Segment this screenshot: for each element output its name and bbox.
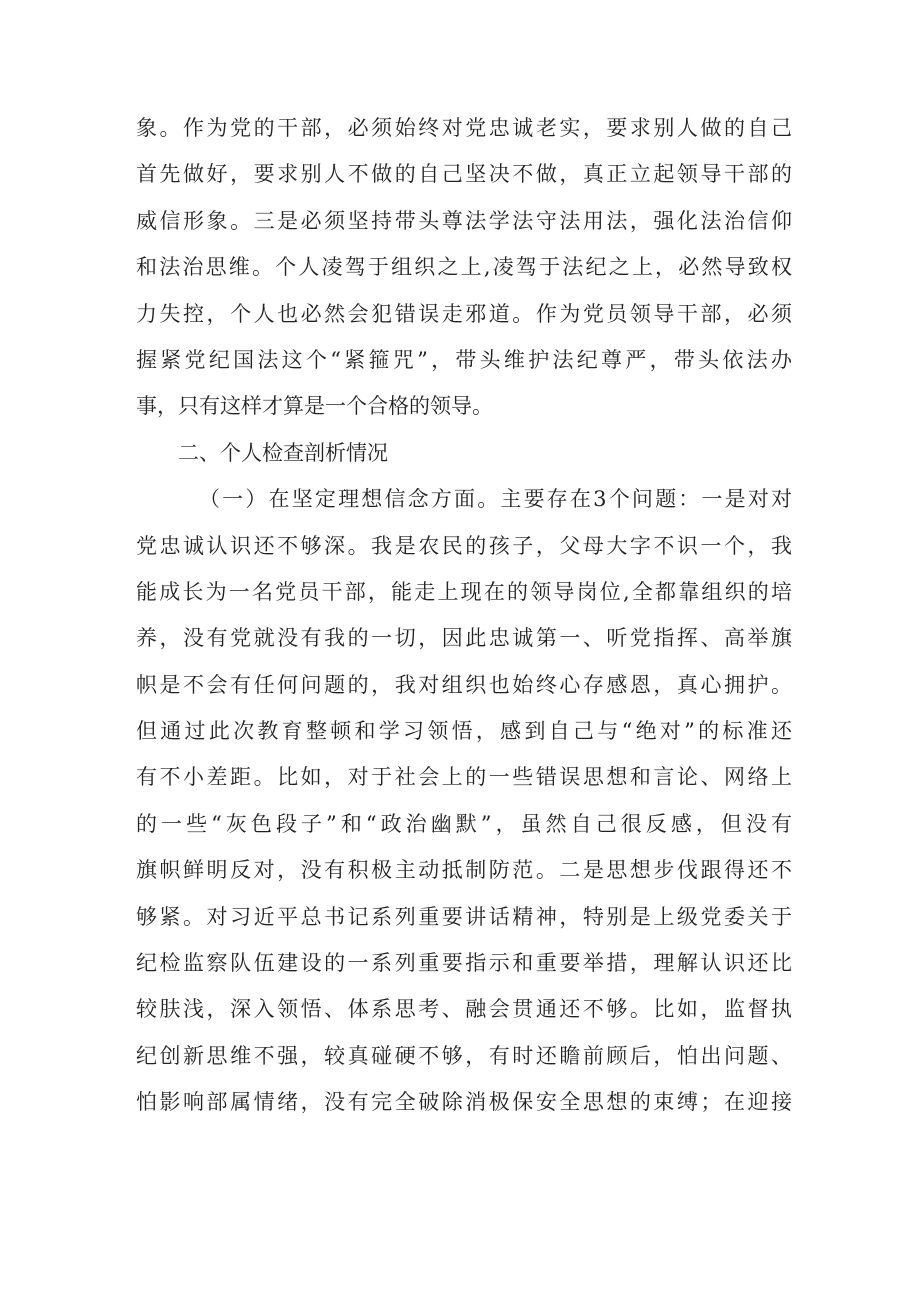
text-line: 但通过此次教育整顿和学习领悟，感到自己与“绝对”的标准还 <box>136 719 792 744</box>
text-line: 力失控，个人也必然会犯错误走邪道。作为党员领导干部，必须 <box>136 301 792 326</box>
text-line: 党忠诚认识还不够深。我是农民的孩子，父母大字不识一个，我 <box>136 533 792 558</box>
text-line: 旗帜鲜明反对，没有积极主动抵制防范。二是思想步伐跟得还不 <box>136 858 792 883</box>
text-line: 养，没有党就没有我的一切，因此忠诚第一、听党指挥、高举旗 <box>136 626 792 651</box>
section-heading: 二、个人检查剖析情况 <box>178 440 388 465</box>
subsection-first-line: （一）在坚定理想信念方面。主要存在3个问题：一是对对 <box>199 487 792 512</box>
text-line: 有不小差距。比如，对于社会上的一些错误思想和言论、网络上 <box>136 765 792 790</box>
text-line: 的一些“灰色段子”和“政治幽默”，虽然自己很反感，但没有 <box>136 811 792 836</box>
text-line: 纪创新思维不强，较真碰硬不够，有时还瞻前顾后，怕出问题、 <box>136 1043 792 1068</box>
body-text <box>136 105 792 1126</box>
text-line: 帜是不会有任何问题的，我对组织也始终心存感恩，真心拥护。 <box>136 672 792 697</box>
text-line: 首先做好，要求别人不做的自己坚决不做，真正立起领导干部的 <box>136 162 792 187</box>
text-line: 能成长为一名党员干部，能走上现在的领导岗位,全都靠组织的培 <box>136 579 792 604</box>
text-line: 威信形象。三是必须坚持带头尊法学法守法用法，强化法治信仰 <box>136 208 792 233</box>
text-line: 怕影响部属情绪，没有完全破除消极保安全思想的束缚；在迎接 <box>136 1090 792 1115</box>
text-line: 和法治思维。个人凌驾于组织之上,凌驾于法纪之上，必然导致权 <box>136 255 792 280</box>
text-line: 纪检监察队伍建设的一系列重要指示和重要举措，理解认识还比 <box>136 951 792 976</box>
text-line: 握紧党纪国法这个“紧箍咒”，带头维护法纪尊严，带头依法办 <box>136 347 792 372</box>
text-line: 较肤浅，深入领悟、体系思考、融会贯通还不够。比如，监督执 <box>136 997 792 1022</box>
text-line: 够紧。对习近平总书记系列重要讲话精神，特别是上级党委关于 <box>136 904 792 929</box>
text-line: 象。作为党的干部，必须始终对党忠诚老实，要求别人做的自己 <box>136 116 792 140</box>
text-line: 事，只有这样才算是一个合格的领导。 <box>136 394 493 419</box>
